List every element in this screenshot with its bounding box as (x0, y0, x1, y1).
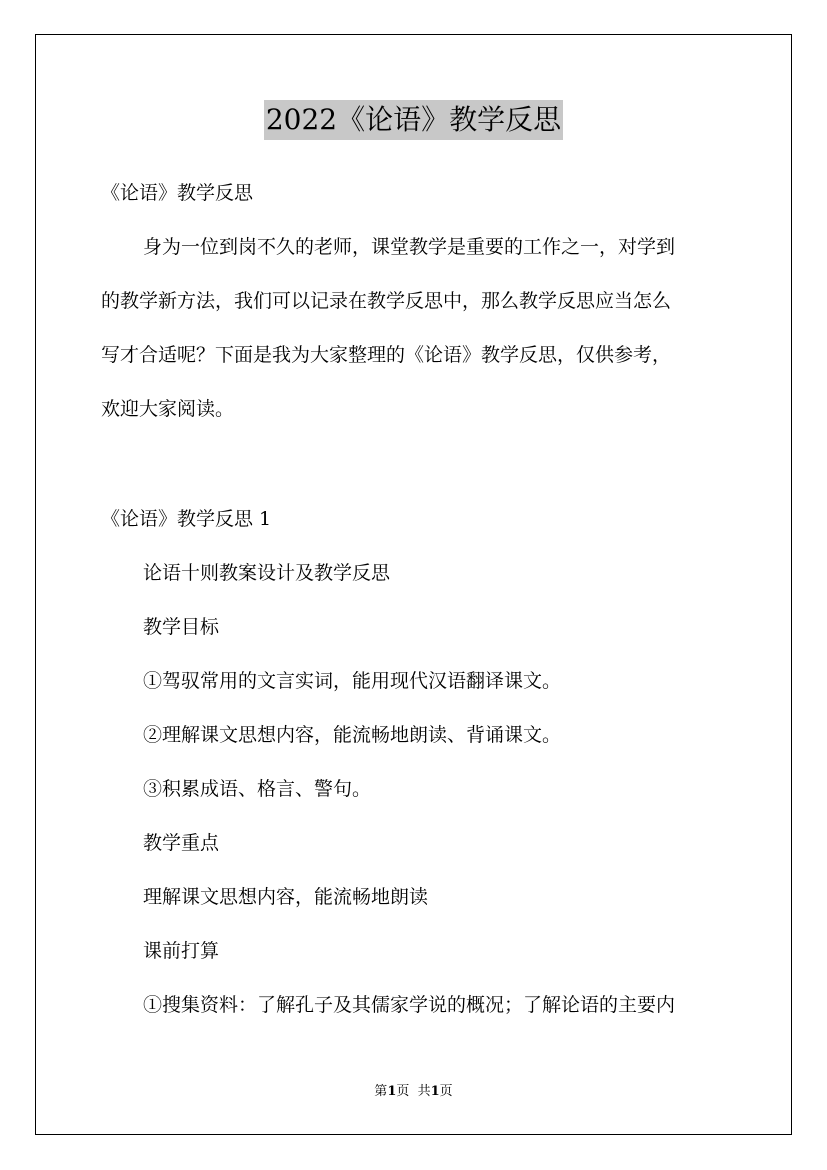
footer-label-pre: 第 (374, 1084, 388, 1099)
body-line-4: ②理解课文思想内容，能流畅地朗读、背诵课文。 (143, 724, 562, 746)
intro-line-2: 的教学新方法，我们可以记录在教学反思中，那么教学反思应当怎么 (101, 290, 672, 312)
document-heading: 《论语》教学反思 (101, 182, 254, 204)
footer-page-num: 1 (387, 1084, 397, 1099)
body-line-8: 课前打算 (143, 940, 220, 962)
body-line-7: 理解课文思想内容，能流畅地朗读 (143, 886, 429, 908)
page-footer (0, 1083, 827, 1101)
intro-line-3: 写才合适呢？下面是我为大家整理的《论语》教学反思，仅供参考， (101, 344, 672, 366)
section-title: 《论语》教学反思 1 (101, 508, 272, 530)
intro-line-4: 欢迎大家阅读。 (101, 398, 235, 420)
body-line-5: ③积累成语、格言、警句。 (143, 778, 372, 800)
document-title: 2022《论语》教学反思 (264, 100, 563, 140)
body-line-6: 教学重点 (143, 832, 220, 854)
footer-label-post: 页 (439, 1084, 453, 1099)
body-line-3: ①驾驭常用的文言实词，能用现代汉语翻译课文。 (143, 670, 562, 692)
footer-page-total: 1 (430, 1084, 440, 1099)
body-line-9: ①搜集资料：了解孔子及其儒家学说的概况；了解论语的主要内 (143, 994, 676, 1016)
footer-label-mid: 页 共 (396, 1084, 431, 1099)
title-container (0, 100, 827, 140)
body-line-1: 论语十则教案设计及教学反思 (143, 562, 391, 584)
intro-line-1: 身为一位到岗不久的老师，课堂教学是重要的工作之一，对学到 (143, 236, 676, 258)
body-line-2: 教学目标 (143, 616, 220, 638)
